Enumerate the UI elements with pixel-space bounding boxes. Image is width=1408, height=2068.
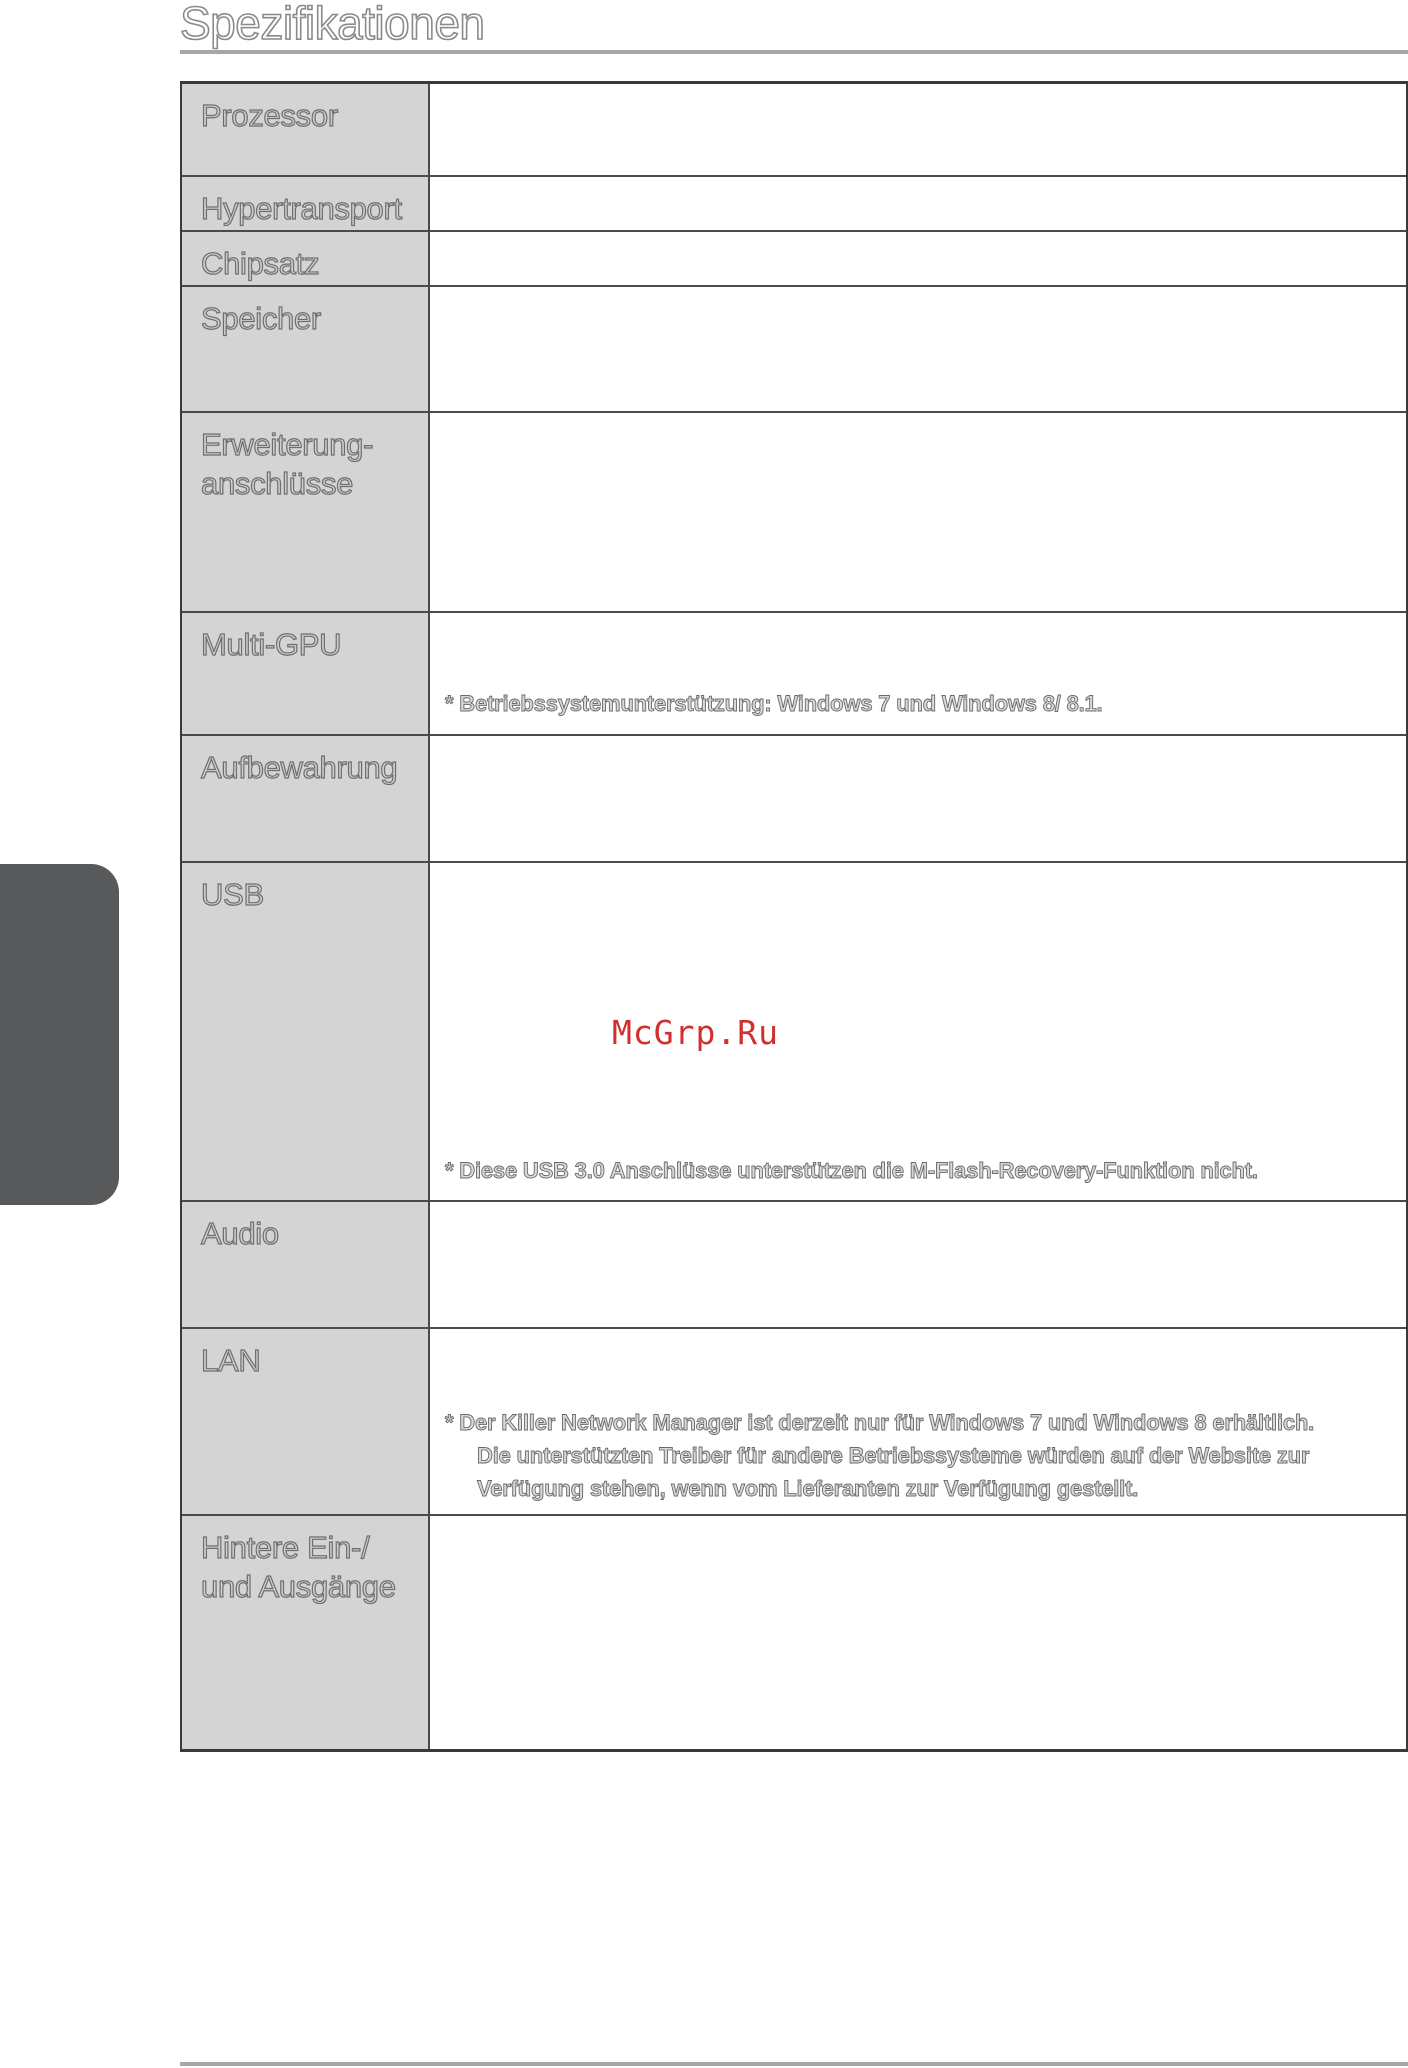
spec-value-lan: [430, 1329, 1406, 1514]
spec-label-lan: LAN: [201, 1343, 261, 1378]
spec-label-cell: [182, 1202, 430, 1327]
spec-row-prozessor: [182, 84, 1406, 177]
lan-killer-note: [445, 1406, 1376, 1505]
spec-label-aufbewahrung: Aufbewahrung: [201, 750, 398, 785]
lan-note-line-1: * Der Killer Network Manager ist derzeit nur für Windows 7 und Windows 8 erhältlich.: [445, 1410, 1315, 1435]
footer-divider: [180, 2062, 1408, 2066]
spec-value-erweiterungsanschluesse: [430, 413, 1406, 611]
spec-label-cell: [182, 1516, 430, 1749]
spec-label-hintere-line2: und Ausgänge: [201, 1569, 396, 1604]
spec-label-hypertransport: Hypertransport: [201, 191, 402, 226]
spec-label-cell: [182, 1329, 430, 1514]
spec-value-hypertransport: [430, 177, 1406, 230]
spec-label-audio: Audio: [201, 1216, 279, 1251]
spec-row-lan: [182, 1329, 1406, 1516]
spec-label-chipsatz: Chipsatz: [201, 246, 320, 281]
spec-label-hintere-line1: Hintere Ein-/: [201, 1530, 370, 1565]
spec-row-hintere-ein-ausgaenge: [182, 1516, 1406, 1749]
spec-value-chipsatz: [430, 232, 1406, 285]
spec-row-speicher: [182, 287, 1406, 413]
spec-label-cell: [182, 413, 430, 611]
spec-label-cell: [182, 736, 430, 861]
lan-note-line-2: Die unterstützten Treiber für andere Betriebssysteme würden auf der Website zur: [477, 1443, 1310, 1468]
spec-label-multi-gpu: Multi-GPU: [201, 627, 342, 662]
spec-value-aufbewahrung: [430, 736, 1406, 861]
spec-value-prozessor: [430, 84, 1406, 175]
spec-value-usb: [430, 863, 1406, 1200]
spec-label-erweiterung-line1: Erweiterung-: [201, 427, 374, 462]
spec-value-multi-gpu: [430, 613, 1406, 734]
spec-value-audio: [430, 1202, 1406, 1327]
lan-note-line-3: Verfügung stehen, wenn vom Lieferanten zur Verfügung gestellt.: [477, 1476, 1139, 1501]
spec-label-cell: [182, 613, 430, 734]
spec-row-multi-gpu: [182, 613, 1406, 736]
specifications-table: [180, 81, 1408, 1752]
spec-label-prozessor: Prozessor: [201, 98, 338, 133]
spec-value-speicher: [430, 287, 1406, 411]
watermark-text: McGrp.Ru: [612, 1013, 779, 1052]
title-divider: [180, 50, 1408, 54]
spec-label-cell: [182, 177, 430, 230]
spec-label-cell: [182, 287, 430, 411]
multi-gpu-os-note: * Betriebssystemunterstützung: Windows 7 und Windows 8/ 8.1.: [445, 691, 1103, 716]
spec-row-erweiterungsanschluesse: [182, 413, 1406, 613]
spec-label-usb: USB: [201, 877, 264, 912]
spec-label-erweiterung-line2: anschlüsse: [201, 466, 354, 501]
spec-row-usb: [182, 863, 1406, 1202]
spec-label-cell: [182, 863, 430, 1200]
spec-label-cell: [182, 84, 430, 175]
spec-label-cell: [182, 232, 430, 285]
spec-row-audio: [182, 1202, 1406, 1329]
spec-row-hypertransport: [182, 177, 1406, 232]
spec-row-aufbewahrung: [182, 736, 1406, 863]
chapter-side-tab: [0, 864, 119, 1205]
usb-mflash-note: * Diese USB 3.0 Anschlüsse unterstützen die M-Flash-Recovery-Funktion nicht.: [445, 1158, 1258, 1183]
spec-row-chipsatz: [182, 232, 1406, 287]
page-title: Spezifikationen: [180, 0, 485, 49]
spec-value-hintere-ein-ausgaenge: [430, 1516, 1406, 1749]
spec-label-speicher: Speicher: [201, 301, 321, 336]
